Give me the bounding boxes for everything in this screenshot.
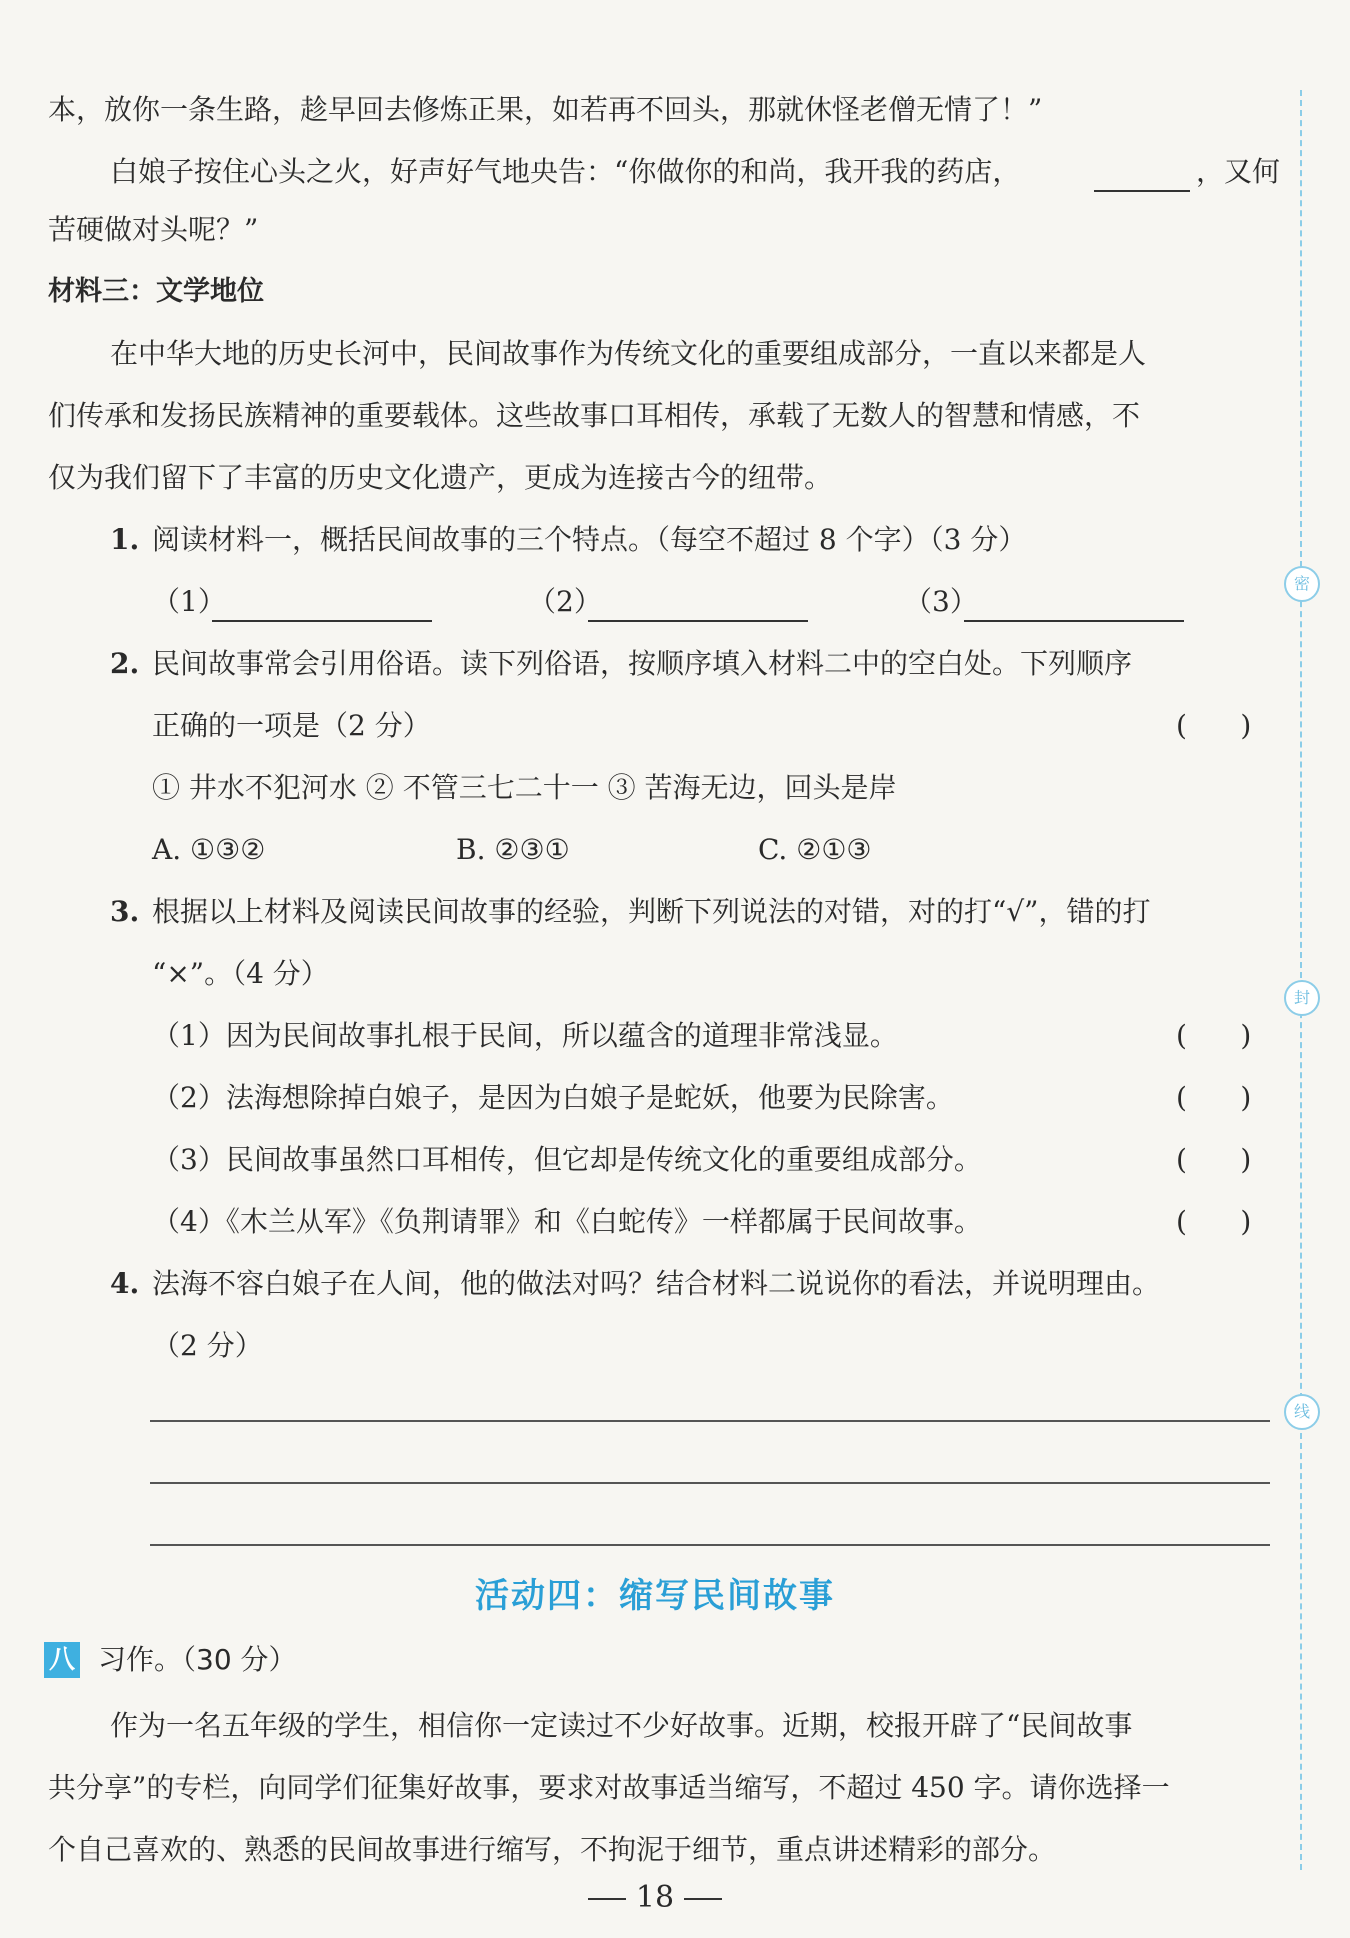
q1-blank-3-label: （3） (904, 585, 978, 618)
q3-statement-4: （4）《木兰从军》《负荆请罪》和《白蛇传》一样都属于民间故事。 (152, 1205, 982, 1238)
q2-option-c[interactable]: C. ②①③ (758, 833, 872, 866)
q4-answer-line-1[interactable] (150, 1420, 1270, 1422)
passage-fill-blank[interactable] (1094, 190, 1190, 192)
question-1-text: 阅读材料一，概括民间故事的三个特点。（每空不超过 8 个字）（3 分） (152, 523, 1027, 556)
section-8-p1: 作为一名五年级的学生，相信你一定读过不少好故事。近期，校报开辟了“民间故事 (110, 1709, 1133, 1742)
q2-idioms: ① 井水不犯河水 ② 不管三七二十一 ③ 苦海无边，回头是岸 (152, 771, 897, 804)
q1-blank-2[interactable] (588, 620, 808, 622)
question-4 (110, 1264, 1160, 1304)
section-8-p2: 共分享”的专栏，向同学们征集好故事，要求对故事适当缩写，不超过 450 字。请你选择一 (48, 1771, 1170, 1804)
section-8-p3: 个自己喜欢的、熟悉的民间故事进行缩写，不拘泥于细节，重点讲述精彩的部分。 (48, 1833, 1057, 1866)
q2-option-b[interactable]: B. ②③① (456, 833, 570, 866)
question-2-text-2: 正确的一项是（2 分） (152, 709, 431, 742)
question-1-number: 1. (110, 523, 140, 556)
material3-p3: 仅为我们留下了丰富的历史文化遗产，更成为连接古今的纽带。 (48, 461, 833, 494)
question-2-text-1: 民间故事常会引用俗语。读下列俗语，按顺序填入材料二中的空白处。下列顺序 (152, 647, 1133, 680)
question-4-text-2: （2 分） (152, 1329, 263, 1362)
page-number (0, 1880, 1310, 1915)
question-4-text-1: 法海不容白娘子在人间，他的做法对吗？结合材料二说说你的看法，并说明理由。 (152, 1267, 1161, 1300)
page-number-dash-right (684, 1898, 722, 1900)
activity-title: 活动四：缩写民间故事 (475, 1576, 835, 1616)
passage-line-2a: 白娘子按住心头之火，好声好气地央告：“你做你的和尚，我开我的药店， (110, 155, 1021, 188)
section-8-badge: 八 (44, 1642, 80, 1678)
question-2-number: 2. (110, 647, 140, 680)
q4-answer-line-3[interactable] (150, 1544, 1270, 1546)
q1-blank-2-label: （2） (528, 585, 602, 618)
q3-paren-1[interactable]: ( ) (1176, 1019, 1252, 1052)
q2-answer-paren[interactable]: ( ) (1176, 709, 1252, 742)
passage-line-2 (110, 152, 1020, 192)
page-number-dash-left (588, 1898, 626, 1900)
seal-mark-3: 线 (1284, 1394, 1320, 1430)
question-4-number: 4. (110, 1267, 140, 1300)
material3-p2: 们传承和发扬民族精神的重要载体。这些故事口耳相传，承载了无数人的智慧和情感，不 (48, 399, 1141, 432)
question-3 (110, 892, 1150, 932)
q3-paren-4[interactable]: ( ) (1176, 1205, 1252, 1238)
q1-blank-3[interactable] (964, 620, 1184, 622)
q1-blank-1-label: （1） (152, 585, 226, 618)
q3-paren-3[interactable]: ( ) (1176, 1143, 1252, 1176)
question-1 (110, 520, 1026, 560)
q2-option-a[interactable]: A. ①③② (152, 833, 266, 866)
question-3-text-2: “×”。（4 分） (152, 957, 329, 990)
question-3-text-1: 根据以上材料及阅读民间故事的经验，判断下列说法的对错，对的打“√”，错的打 (152, 895, 1151, 928)
q3-statement-3: （3）民间故事虽然口耳相传，但它却是传统文化的重要组成部分。 (152, 1143, 982, 1176)
passage-line-1: 本，放你一条生路，趁早回去修炼正果，如若再不回头，那就休怪老僧无情了！” (48, 93, 1043, 126)
q4-answer-line-2[interactable] (150, 1482, 1270, 1484)
q1-blank-1[interactable] (212, 620, 432, 622)
passage-line-2b: ，又何 (1196, 155, 1281, 188)
q3-statement-1: （1）因为民间故事扎根于民间，所以蕴含的道理非常浅显。 (152, 1019, 898, 1052)
material3-heading: 材料三：文学地位 (48, 276, 264, 307)
section-8-title: 习作。（30 分） (98, 1643, 297, 1676)
seal-mark-1: 密 (1284, 566, 1320, 602)
page-number-text: 18 (635, 1880, 675, 1915)
passage-line-3: 苦硬做对头呢？” (48, 213, 259, 246)
seal-mark-2: 封 (1284, 980, 1320, 1016)
q3-statement-2: （2）法海想除掉白娘子，是因为白娘子是蛇妖，他要为民除害。 (152, 1081, 954, 1114)
material3-p1: 在中华大地的历史长河中，民间故事作为传统文化的重要组成部分，一直以来都是人 (110, 337, 1147, 370)
q3-paren-2[interactable]: ( ) (1176, 1081, 1252, 1114)
question-3-number: 3. (110, 895, 140, 928)
question-2 (110, 644, 1132, 684)
